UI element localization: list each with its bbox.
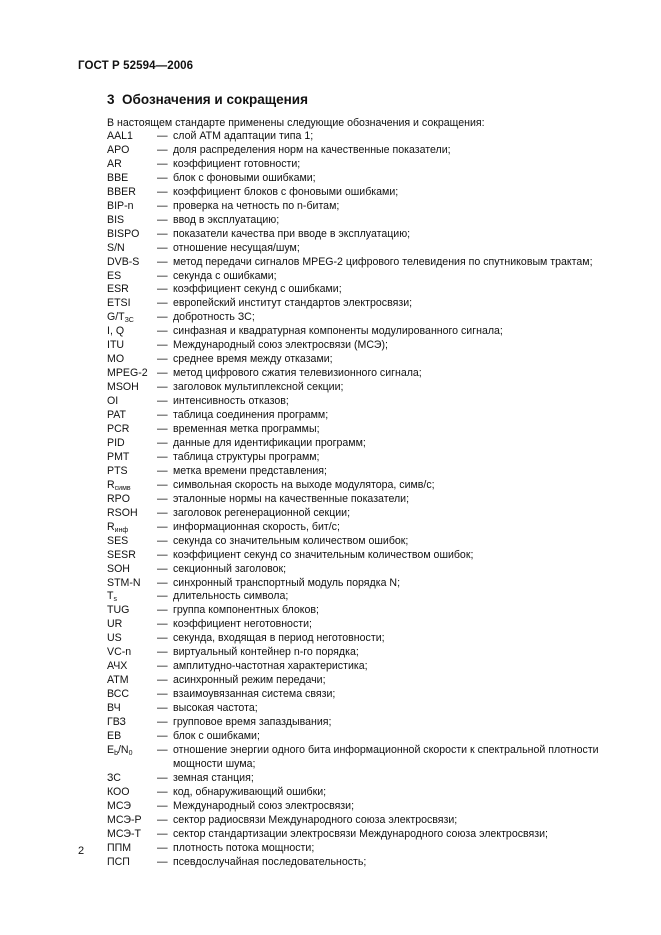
abbreviation-term: SOH (107, 562, 130, 575)
abbreviation-dash: — (157, 604, 168, 617)
abbreviation-definition: блок с фоновыми ошибками; (173, 171, 316, 184)
abbreviation-dash: — (157, 450, 168, 463)
abbreviation-term: АЧХ (107, 660, 128, 673)
abbreviation-dash: — (157, 143, 168, 156)
abbreviation-dash: — (157, 702, 168, 715)
abbreviation-definition: взаимоувязанная система связи; (173, 688, 336, 701)
abbreviation-definition: секционный заголовок; (173, 562, 287, 575)
abbreviation-term: RPO (107, 492, 130, 505)
abbreviation-definition: высокая частота; (173, 702, 258, 715)
abbreviation-definition: сектор радиосвязи Международного союза электросвязи; (173, 813, 458, 826)
abbreviation-definition: отношение несущая/шум; (173, 241, 300, 254)
abbreviation-dash: — (157, 534, 168, 547)
abbreviation-definition: метод передачи сигналов MPEG-2 цифрового телевидения по спутниковым трактам; (173, 255, 593, 268)
abbreviation-term: ПСП (107, 855, 130, 868)
abbreviation-dash: — (157, 520, 168, 533)
abbreviation-definition: показатели качества при вводе в эксплуатацию; (173, 227, 411, 240)
abbreviation-definition-continuation: мощности шума; (173, 757, 256, 770)
abbreviation-definition: коэффициент секунд с ошибками; (173, 283, 342, 296)
abbreviation-row (107, 451, 647, 465)
abbreviation-row (107, 158, 647, 172)
abbreviation-term: BBER (107, 185, 136, 198)
abbreviation-definition: плотность потока мощности; (173, 841, 315, 854)
abbreviation-dash: — (157, 590, 168, 603)
abbreviation-definition: слой ATM адаптации типа 1; (173, 130, 314, 142)
abbreviation-term: ППМ (107, 841, 132, 854)
abbreviation-dash: — (157, 297, 168, 310)
abbreviation-term: ESR (107, 283, 129, 296)
abbreviation-term: PTS (107, 464, 128, 477)
abbreviation-term: US (107, 632, 122, 645)
abbreviation-row (107, 842, 647, 856)
abbreviation-dash: — (157, 562, 168, 575)
abbreviation-row (107, 856, 647, 870)
abbreviation-definition: секунда, входящая в период неготовности; (173, 632, 385, 645)
abbreviation-dash: — (157, 339, 168, 352)
abbreviation-row (107, 311, 647, 325)
abbreviation-dash: — (157, 771, 168, 784)
abbreviation-definition: секунда со значительным количеством ошибок; (173, 534, 409, 547)
abbreviation-row (107, 228, 647, 242)
section-title-text: Обозначения и сокращения (122, 92, 308, 107)
abbreviation-dash: — (157, 213, 168, 226)
abbreviation-row (107, 381, 647, 395)
abbreviation-definition: интенсивность отказов; (173, 395, 289, 408)
abbreviation-row (107, 674, 647, 688)
abbreviation-term: SESR (107, 548, 136, 561)
abbreviation-term: ES (107, 269, 122, 282)
abbreviation-row (107, 367, 647, 381)
abbreviation-definition: информационная скорость, бит/с; (173, 520, 340, 533)
abbreviation-row (107, 828, 647, 842)
abbreviation-term: APO (107, 143, 130, 156)
abbreviation-dash: — (157, 492, 168, 505)
abbreviation-row (107, 437, 647, 451)
abbreviation-definition: синфазная и квадратурная компоненты модулированного сигнала; (173, 325, 503, 338)
abbreviation-term: STM-N (107, 576, 141, 589)
abbreviation-dash: — (157, 646, 168, 659)
abbreviation-definition: виртуальный контейнер n-го порядка; (173, 646, 359, 659)
abbreviation-dash: — (157, 171, 168, 184)
abbreviation-row (107, 521, 647, 535)
abbreviation-row (107, 618, 647, 632)
abbreviation-term: КОО (107, 785, 130, 798)
abbreviation-term: DVB-S (107, 255, 140, 268)
abbreviation-dash: — (157, 367, 168, 380)
abbreviation-dash: — (157, 157, 168, 170)
abbreviation-term: ВСС (107, 688, 130, 701)
abbreviation-term: S/N (107, 241, 125, 254)
abbreviation-term: $T_s$ (107, 590, 117, 604)
abbreviation-row (107, 688, 647, 702)
abbreviation-term: UR (107, 618, 123, 631)
abbreviation-term: АТМ (107, 674, 129, 687)
abbreviation-term: BIS (107, 213, 125, 226)
abbreviation-definition: длительность символа; (173, 590, 289, 603)
abbreviation-row (107, 577, 647, 591)
abbreviation-dash: — (157, 199, 168, 212)
abbreviation-dash: — (157, 618, 168, 631)
intro-paragraph: В настоящем стандарте применены следующие обозначения и сокращения: (107, 117, 485, 129)
abbreviation-dash: — (157, 325, 168, 338)
abbreviation-definition: коэффициент секунд со значительным количеством ошибок; (173, 548, 474, 561)
abbreviation-row (107, 646, 647, 660)
abbreviation-row (107, 172, 647, 186)
abbreviation-definition: групповое время запаздывания; (173, 716, 332, 729)
abbreviation-row (107, 632, 647, 646)
abbreviation-term: ГВЗ (107, 716, 126, 729)
abbreviation-definition: таблица соединения программ; (173, 409, 329, 422)
abbreviation-dash: — (157, 185, 168, 198)
abbreviation-row (107, 479, 647, 493)
abbreviation-row (107, 800, 647, 814)
abbreviation-definition: символьная скорость на выходе модулятора, симв/с; (173, 478, 435, 491)
abbreviation-term: RSOH (107, 506, 138, 519)
abbreviation-term: ЕВ (107, 729, 122, 742)
abbreviation-dash: — (157, 688, 168, 701)
abbreviation-definition: коэффициент блоков с фоновыми ошибками; (173, 185, 399, 198)
abbreviation-dash: — (157, 241, 168, 254)
abbreviation-term: $R_{симв}$ (107, 478, 131, 492)
abbreviation-row (107, 130, 647, 144)
abbreviation-definition: амплитудно-частотная характеристика; (173, 660, 368, 673)
abbreviation-definition: сектор стандартизации электросвязи Международного союза электросвязи; (173, 827, 548, 840)
abbreviation-term: PCR (107, 423, 130, 436)
document-header: ГОСТ Р 52594—2006 (78, 60, 194, 72)
abbreviation-dash: — (157, 269, 168, 282)
abbreviation-dash: — (157, 716, 168, 729)
abbreviation-definition: добротность ЗС; (173, 311, 255, 324)
abbreviation-row (107, 702, 647, 716)
abbreviation-definition: данные для идентификации программ; (173, 436, 366, 449)
abbreviation-row (107, 339, 647, 353)
abbreviation-definition: заголовок мультиплексной секции; (173, 381, 344, 394)
page-number: 2 (78, 845, 85, 857)
abbreviation-row (107, 325, 647, 339)
abbreviation-definition: асинхронный режим передачи; (173, 674, 326, 687)
abbreviation-dash: — (157, 506, 168, 519)
abbreviation-term: ITU (107, 339, 125, 352)
abbreviation-row (107, 395, 647, 409)
abbreviation-row (107, 465, 647, 479)
abbreviation-term: BISPO (107, 227, 140, 240)
abbreviation-dash: — (157, 130, 168, 142)
abbreviation-term: SES (107, 534, 129, 547)
abbreviation-dash: — (157, 743, 168, 756)
abbreviation-row (107, 297, 647, 311)
abbreviation-definition: коэффициент готовности; (173, 157, 301, 170)
abbreviation-term: PAT (107, 409, 127, 422)
abbreviation-row (107, 144, 647, 158)
abbreviation-term: BBE (107, 171, 129, 184)
abbreviation-term: ВЧ (107, 702, 121, 715)
abbreviation-row (107, 786, 647, 800)
abbreviation-row (107, 604, 647, 618)
abbreviation-term: ETSI (107, 297, 131, 310)
abbreviation-dash: — (157, 576, 168, 589)
abbreviation-definition: земная станция; (173, 771, 254, 784)
abbreviation-term: MO (107, 353, 125, 366)
abbreviation-dash: — (157, 311, 168, 324)
abbreviation-term: PMT (107, 450, 130, 463)
abbreviation-definition: таблица структуры программ; (173, 450, 320, 463)
abbreviation-definition: псевдослучайная последовательность; (173, 855, 367, 868)
abbreviation-row (107, 256, 647, 270)
abbreviation-dash: — (157, 283, 168, 296)
abbreviation-term: BIP-n (107, 199, 134, 212)
abbreviation-row (107, 507, 647, 521)
abbreviation-definition: метод цифрового сжатия телевизионного сигнала; (173, 367, 422, 380)
abbreviation-term: MSOH (107, 381, 139, 394)
abbreviation-row (107, 409, 647, 423)
abbreviation-dash: — (157, 674, 168, 687)
abbreviation-definition: группа компонентных блоков; (173, 604, 319, 617)
abbreviation-row (107, 814, 647, 828)
section-number: 3 (107, 92, 115, 107)
abbreviation-row (107, 563, 647, 577)
abbreviation-row (107, 214, 647, 228)
abbreviation-dash: — (157, 841, 168, 854)
abbreviation-definition: код, обнаруживающий ошибки; (173, 785, 327, 798)
abbreviation-term: MPEG-2 (107, 367, 148, 380)
abbreviation-definition: ввод в эксплуатацию; (173, 213, 280, 226)
abbreviation-row (107, 493, 647, 507)
abbreviation-dash: — (157, 423, 168, 436)
abbreviation-term: OI (107, 395, 119, 408)
abbreviation-dash: — (157, 478, 168, 491)
abbreviation-row (107, 730, 647, 744)
abbreviation-dash: — (157, 227, 168, 240)
abbreviation-dash: — (157, 660, 168, 673)
abbreviation-dash: — (157, 464, 168, 477)
abbreviation-dash: — (157, 632, 168, 645)
abbreviation-row (107, 423, 647, 437)
abbreviation-definition: синхронный транспортный модуль порядка N; (173, 576, 401, 589)
abbreviation-dash: — (157, 729, 168, 742)
abbreviation-definition: блок с ошибками; (173, 729, 260, 742)
abbreviation-row (107, 242, 647, 256)
abbreviation-definition: отношение энергии одного бита информационной скорости к спектральной плотности (173, 743, 599, 756)
abbreviation-term: VC-n (107, 646, 132, 659)
abbreviation-row (107, 270, 647, 284)
abbreviation-term: $R_{инф}$ (107, 520, 129, 534)
abbreviation-row (107, 772, 647, 786)
abbreviation-dash: — (157, 799, 168, 812)
abbreviation-dash: — (157, 548, 168, 561)
abbreviation-definition: метка времени представления; (173, 464, 327, 477)
abbreviation-row (107, 660, 647, 674)
abbreviation-definition: европейский институт стандартов электросвязи; (173, 297, 413, 310)
abbreviation-definition: секунда с ошибками; (173, 269, 277, 282)
abbreviation-term: PID (107, 436, 125, 449)
abbreviation-dash: — (157, 436, 168, 449)
abbreviation-term: $E_b/N_0$ (107, 743, 133, 757)
abbreviation-definition: Международный союз электросвязи; (173, 799, 355, 812)
abbreviation-term: МСЭ-Т (107, 827, 141, 840)
abbreviation-dash: — (157, 827, 168, 840)
abbreviation-dash: — (157, 255, 168, 268)
abbreviation-term: $G/T_{ЗС}$ (107, 311, 134, 325)
abbreviation-row (107, 200, 647, 214)
abbreviation-dash: — (157, 785, 168, 798)
abbreviation-term: TUG (107, 604, 130, 617)
abbreviation-row (107, 716, 647, 730)
abbreviation-definition: заголовок регенерационной секции; (173, 506, 351, 519)
abbreviation-dash: — (157, 855, 168, 868)
abbreviation-term: AR (107, 157, 122, 170)
abbreviation-definition: Международный союз электросвязи (МСЭ); (173, 339, 388, 352)
abbreviation-definition: коэффициент неготовности; (173, 618, 312, 631)
abbreviation-dash: — (157, 381, 168, 394)
abbreviation-row (107, 744, 647, 758)
abbreviation-term: AAL1 (107, 130, 133, 142)
abbreviation-term: ЗС (107, 771, 121, 784)
abbreviation-dash: — (157, 409, 168, 422)
abbreviation-term: I, Q (107, 325, 125, 338)
abbreviation-definition: доля распределения норм на качественные показатели; (173, 143, 451, 156)
section-title (107, 92, 308, 107)
abbreviation-row (107, 353, 647, 367)
abbreviation-definition: среднее время между отказами; (173, 353, 333, 366)
abbreviation-row (107, 186, 647, 200)
abbreviation-definition: временная метка программы; (173, 423, 320, 436)
abbreviation-term: МСЭ (107, 799, 131, 812)
abbreviation-definition: эталонные нормы на качественные показатели; (173, 492, 410, 505)
abbreviation-dash: — (157, 813, 168, 826)
abbreviation-dash: — (157, 353, 168, 366)
abbreviation-dash: — (157, 395, 168, 408)
abbreviation-row (107, 549, 647, 563)
abbreviation-definition: проверка на четность по n-битам; (173, 199, 340, 212)
abbreviation-term: МСЭ-Р (107, 813, 142, 826)
abbreviation-row (107, 590, 647, 604)
abbreviation-row (107, 535, 647, 549)
abbreviation-list (107, 130, 647, 870)
abbreviation-row (107, 283, 647, 297)
